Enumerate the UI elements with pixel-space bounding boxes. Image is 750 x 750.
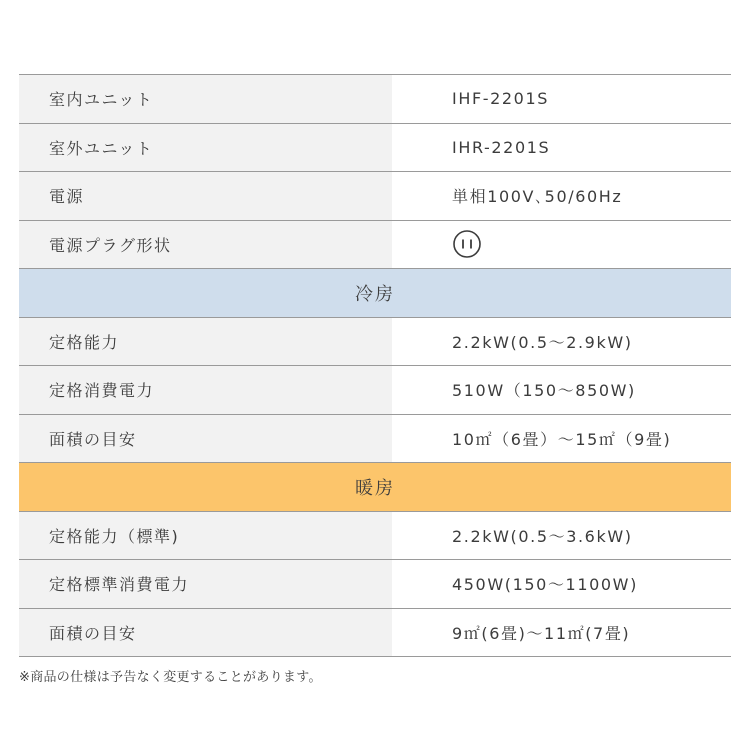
row-value: IHR-2201S bbox=[392, 124, 731, 172]
row-label: 室内ユニット bbox=[19, 75, 392, 123]
row-value: 2.2kW(0.5～2.9kW) bbox=[392, 318, 731, 366]
section-header-heating: 暖房 bbox=[19, 463, 731, 512]
row-label: 定格消費電力 bbox=[19, 366, 392, 414]
footnote: ※商品の仕様は予告なく変更することがあります。 bbox=[19, 670, 322, 685]
row-label: 室外ユニット bbox=[19, 124, 392, 172]
section-header-cooling: 冷房 bbox=[19, 269, 731, 318]
row-value: 2.2kW(0.5～3.6kW) bbox=[392, 512, 731, 560]
table-row-heating-area bbox=[19, 609, 731, 658]
table-row-heating-power bbox=[19, 560, 731, 609]
table-row-indoor-unit bbox=[19, 75, 731, 124]
table-row-cooling-power bbox=[19, 366, 731, 415]
spec-table bbox=[19, 74, 731, 657]
table-row-outdoor-unit bbox=[19, 124, 731, 173]
power-plug-outlet-icon bbox=[452, 229, 482, 259]
row-value bbox=[392, 221, 731, 269]
row-label: 定格能力（標準) bbox=[19, 512, 392, 560]
row-value: 510W（150～850W) bbox=[392, 366, 731, 414]
row-value: 10㎡（6畳）～15㎡（9畳) bbox=[392, 415, 731, 463]
table-row-cooling-area bbox=[19, 415, 731, 464]
row-value: 単相100V､50/60Hz bbox=[392, 172, 731, 220]
row-label: 定格標準消費電力 bbox=[19, 560, 392, 608]
row-label: 電源プラグ形状 bbox=[19, 221, 392, 269]
row-label: 面積の目安 bbox=[19, 415, 392, 463]
row-value: 9㎡(6畳)～11㎡(7畳) bbox=[392, 609, 731, 657]
table-row-heating-capacity bbox=[19, 512, 731, 561]
row-label: 定格能力 bbox=[19, 318, 392, 366]
table-row-plug-shape bbox=[19, 221, 731, 270]
table-row-power-supply bbox=[19, 172, 731, 221]
row-label: 面積の目安 bbox=[19, 609, 392, 657]
table-row-cooling-capacity bbox=[19, 318, 731, 367]
row-value: 450W(150～1100W) bbox=[392, 560, 731, 608]
row-label: 電源 bbox=[19, 172, 392, 220]
row-value: IHF-2201S bbox=[392, 75, 731, 123]
